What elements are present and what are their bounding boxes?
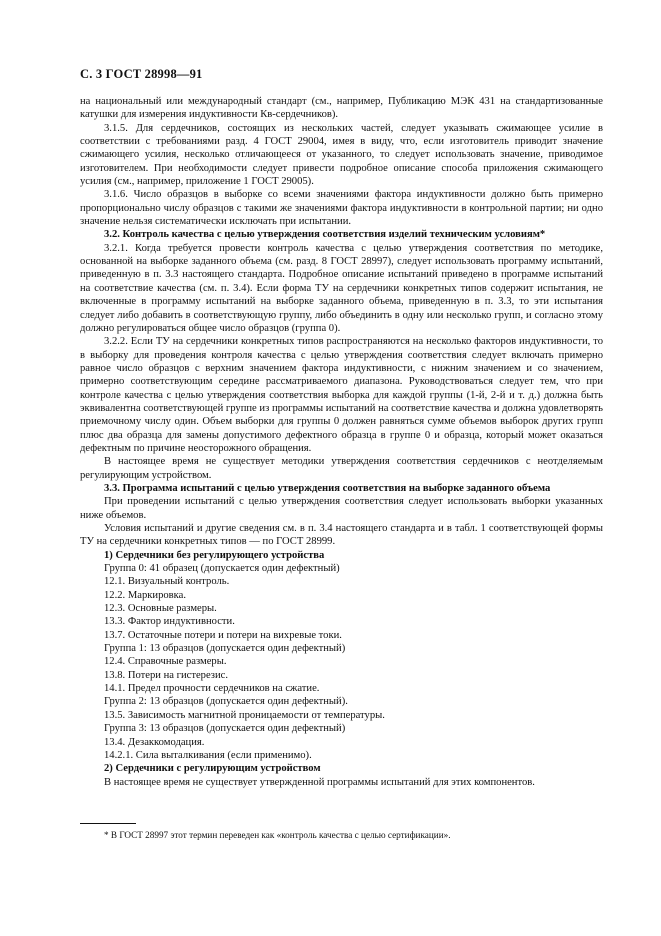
section-heading: 3.2. Контроль качества с целью утверждения соответствия изделий техническим условиям* (104, 229, 546, 241)
paragraph: В настоящее время не существует утвержденной программы испытаний для этих компонентов. (104, 776, 535, 788)
paragraph: 14.2.1. Сила выталкивания (если применимо). (104, 749, 312, 761)
paragraph: 13.3. Фактор индуктивности. (104, 616, 235, 628)
paragraph: В настоящее время не существует методики утверждения соответствия сердечников с неотделяемым регулирующим устройством. (80, 456, 603, 481)
paragraph: 13.4. Дезаккомодация. (104, 736, 205, 748)
paragraph: 13.7. Остаточные потери и потери на вихревые токи. (104, 629, 342, 641)
paragraph: 12.3. Основные размеры. (104, 603, 217, 615)
paragraph: 3.2.2. Если ТУ на сердечники конкретных типов распространяются на несколько факторов индуктивности, то в выборку для проведения контроля качества с целью утверждения соответствия следует включать примерно равное число образцов с верхним значением фактора индуктивности, с нижним значением и со значением, примерно соответствующим середине рассматриваемого диапазона. Руководствоваться следует тем, что при контроле качества с целью утверждения соответствия выборка для каждой группы (1-й, 2-й и т. д.) должна быть эквивалентна соответствующей группе из программы испытаний на соответствие качества и должна удовлетворять приемочному числу один. Объем выборки для группы 0 должен равняться сумме объемов выборок других групп плюс два образца для замены допустимого дефектного образца в группе 0 и образца, который может оказаться дефектным по причине неосторожного обращения. (80, 336, 603, 454)
footnote-divider (80, 823, 136, 824)
paragraph: 13.8. Потери на гистерезис. (104, 669, 228, 681)
paragraph: 12.4. Справочные размеры. (104, 656, 227, 668)
paragraph: Группа 2: 13 образцов (допускается один дефектный). (104, 696, 348, 708)
paragraph: 12.1. Визуальный контроль. (104, 576, 230, 588)
paragraph: 14.1. Предел прочности сердечников на сжатие. (104, 683, 320, 695)
section-heading: 2) Сердечники с регулирующим устройством (104, 763, 321, 775)
paragraph: Группа 3: 13 образцов (допускается один дефектный) (104, 723, 346, 735)
section-heading: 1) Сердечники без регулирующего устройства (104, 549, 325, 561)
paragraph: 13.5. Зависимость магнитной проницаемости от температуры. (104, 709, 385, 721)
paragraph: Группа 1: 13 образцов (допускается один дефектный) (104, 643, 346, 655)
page-header: С. 3 ГОСТ 28998—91 (80, 67, 203, 81)
document-body (80, 95, 603, 789)
section-heading: 3.3. Программа испытаний с целью утверждения соответствия на выборке заданного объема (104, 482, 551, 494)
paragraph: на национальный или международный стандарт (см., например, Публикацию МЭК 431 на стандартизованные катушки для измерения индуктивности Кв-сердечников). (80, 96, 603, 121)
paragraph: Группа 0: 41 образец (допускается один дефектный) (104, 563, 340, 575)
footnote: * В ГОСТ 28997 этот термин переведен как «контроль качества с целью сертификации». (104, 830, 451, 840)
paragraph: 3.2.1. Когда требуется провести контроль качества с целью утверждения соответствия по методике, основанной на выборке заданного объема (см. разд. 8 ГОСТ 28997), следует использовать программу испытаний, приведенную в п. 3.3 настоящего стандарта. Подробное описание испытаний приведено в программе испытаний на соответствие качества (см. п. 3.4). Если форма ТУ на сердечники конкретных типов содержит испытания, не включенные в программу испытаний на выборке заданного объема, приведенную в п. 3.3, то эти испытания следует либо добавить в соответствующую группу, либо объединить в одну или несколько групп, и согласно этому должно регулироваться общее число образцов (группа 0). (80, 242, 603, 334)
paragraph: Условия испытаний и другие сведения см. в п. 3.4 настоящего стандарта и в табл. 1 соответствующей формы ТУ на сердечники конкретных типов — по ГОСТ 28999. (80, 523, 603, 548)
paragraph: 12.2. Маркировка. (104, 589, 187, 601)
paragraph: 3.1.5. Для сердечников, состоящих из нескольких частей, следует указывать сжимающее усилие в соответствии с требованиями разд. 4 ГОСТ 29004, имея в виду, что, если изготовитель приводит значение сжимающего усилия, несколько отличающееся от указанного, то следует использовать значение, приводимое изготовителем. При необходимости следует привести подробное описание способа приложения сжимающего усилия (см., например, приложение 1 ГОСТ 29005). (80, 122, 603, 188)
paragraph: При проведении испытаний с целью утверждения соответствия следует использовать выборки указанных ниже объемов. (80, 496, 603, 521)
paragraph: 3.1.6. Число образцов в выборке со всеми значениями фактора индуктивности должно быть примерно пропорционально числу образцов с такими же значениями фактора индуктивности в контрольной партии; ни одно значение нельзя систематически исключать при испытании. (80, 189, 603, 228)
